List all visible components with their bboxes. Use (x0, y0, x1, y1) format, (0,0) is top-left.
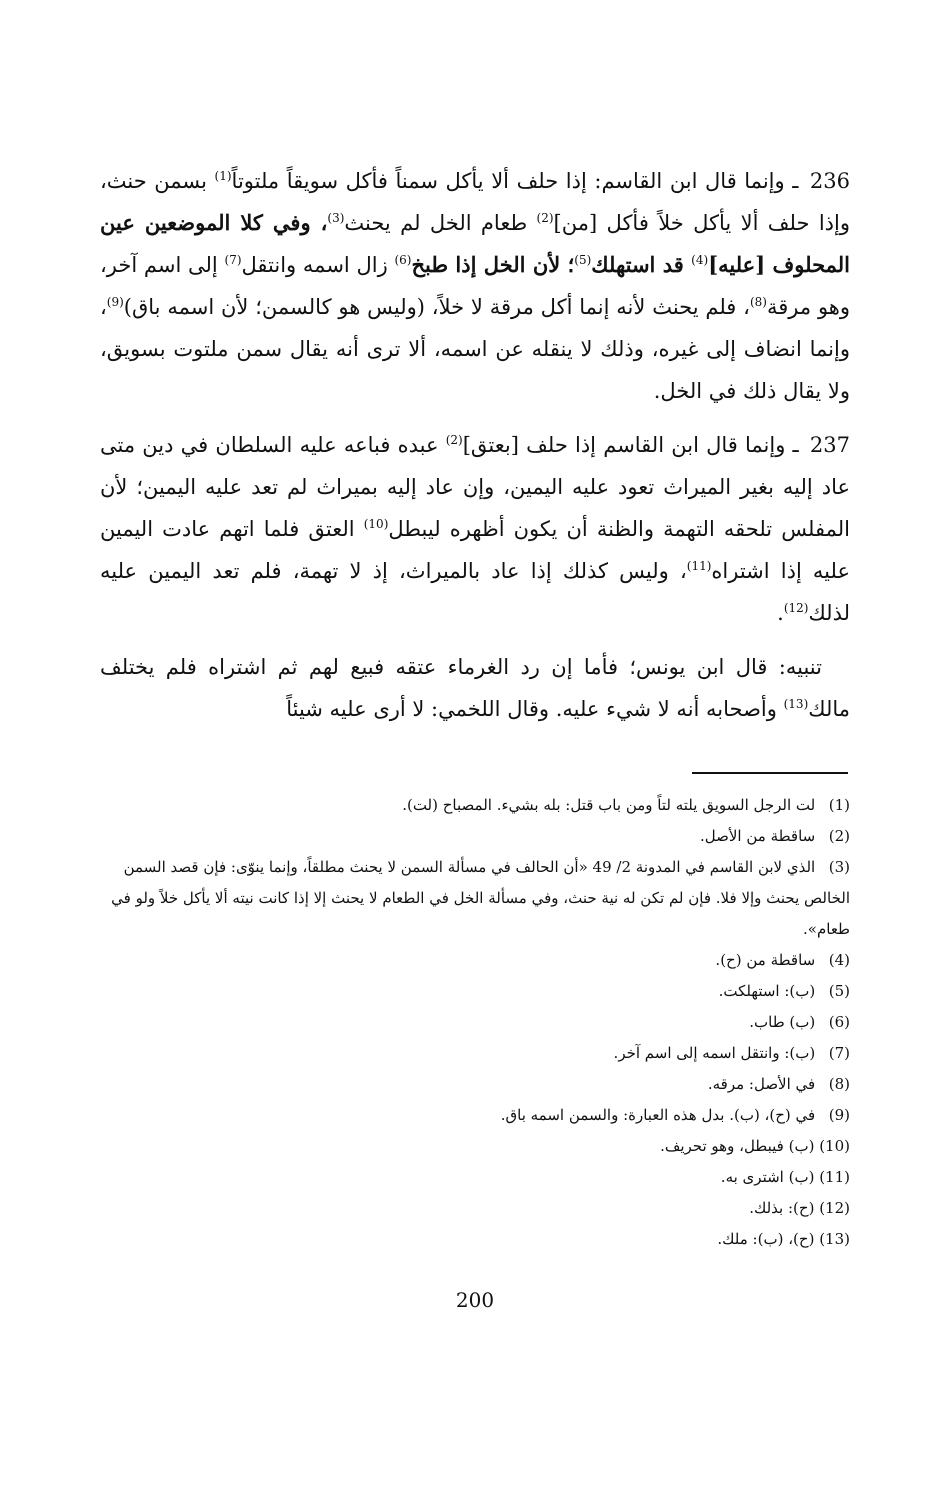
footnote-number: (8) (828, 1075, 850, 1093)
footnote-separator (692, 772, 848, 774)
text-segment: زال اسمه وانتقل (241, 253, 395, 277)
text-segment: وأصحابه أنه لا شيء عليه. وقال اللخمي: لا أرى عليه شيئاً (286, 697, 784, 721)
paragraph-number: 236 (809, 169, 850, 193)
footnote-ref: (5) (574, 253, 592, 267)
footnote-text: (ب): وانتقل اسمه إلى اسم آخر. (613, 1044, 820, 1062)
footnote-ref: (13) (783, 697, 809, 711)
text-segment: عبده فباعه عليه السلطان في دين متى عاد إليه بغير الميراث تعود عليه اليمين، وإن عاد إليه بميراث لم تعد عليه اليمين؛ لأن المفلس تلحقه التهمة والظنة أن يكون أظهره ليبطل (100, 433, 850, 541)
text-segment: ـ وإنما قال ابن القاسم: إذا حلف ألا يأكل سمناً فأكل سويقاً ملتوتاً (231, 169, 806, 193)
footnote-number: (10) (819, 1137, 850, 1155)
footnote-item (100, 1131, 850, 1162)
footnote-ref: (7) (224, 253, 242, 267)
footnotes (100, 790, 850, 1255)
text-segment: ـ وإنما قال ابن القاسم إذا حلف [بعتق] (462, 433, 806, 457)
footnote-number: (5) (828, 982, 850, 1000)
footnote-ref: (3) (327, 211, 345, 225)
text-segment: تنبيه: قال ابن يونس؛ فأما إن رد الغرماء عتقه فبيع لهم ثم اشتراه فلم يختلف مالك (100, 655, 850, 721)
footnote-item (100, 1224, 850, 1255)
footnote-text: (ب): استهلكت. (718, 982, 820, 1000)
footnote-number: (3) (828, 858, 850, 876)
footnote-number: (4) (828, 951, 850, 969)
text-segment: بسمن حنث، وإذا حلف ألا يأكل خلاً فأكل [من] (100, 169, 851, 235)
footnote-ref: (8) (749, 295, 767, 309)
footnote-number: (11) (819, 1168, 850, 1186)
footnote-text: (ح)، (ب): ملك. (717, 1230, 820, 1248)
footnote-text: الذي لابن القاسم في المدونة 2/ 49 «أن الحالف في مسألة السمن لا يحنث مطلقاً، وإنما ينوّى: فإن قصد السمن الخالص يحنث وإلا فلا. فإن لم تكن له نية حنث، وفي مسألة الخل في الطعام لا يحنث إلا إذا كانت نيته ألا يأكل خلاً ولو في طعام». (111, 858, 850, 938)
text-segment: ، وليس كذلك إذا عاد بالميراث، إذ لا تهمة، فلم تعد اليمين عليه لذلك (100, 559, 850, 625)
main-text (100, 160, 850, 742)
text-segment: قد استهلك (591, 252, 692, 277)
footnote-item (100, 821, 850, 852)
footnote-item (100, 1069, 850, 1100)
paragraph-note (100, 646, 850, 730)
footnote-text: في (ح)، (ب). بدل هذه العبارة: والسمن اسمه باق. (500, 1106, 820, 1124)
footnote-ref: (4) (691, 253, 709, 267)
paragraph-number: 237 (809, 433, 850, 457)
text-segment: ؛ لأن الخل إذا طبخ (411, 252, 575, 277)
text-segment: العتق فلما اتهم عادت اليمين عليه إذا اشتراه (100, 517, 851, 583)
text-segment: طعام الخل لم يحنث (344, 211, 537, 235)
footnote-number: (12) (819, 1199, 850, 1217)
footnote-ref: (10) (363, 517, 389, 531)
footnote-item (100, 945, 850, 976)
footnote-text: (ح): بذلك. (749, 1199, 820, 1217)
footnote-text: لت الرجل السويق يلته لتاً ومن باب قتل: بله بشيء. المصباح (لت). (402, 796, 820, 814)
page-number: 200 (455, 1288, 495, 1312)
footnote-item (100, 1100, 850, 1131)
footnote-text: ساقطة من (ح). (715, 951, 820, 969)
footnote-item (100, 976, 850, 1007)
footnote-ref: (1) (214, 169, 232, 183)
footnote-item (100, 1162, 850, 1193)
footnote-text: (ب) فيبطل، وهو تحريف. (660, 1137, 820, 1155)
footnote-text: في الأصل: مرقه. (707, 1075, 820, 1093)
text-segment: إلى اسم آخر، وهو مرقة (100, 253, 851, 319)
footnote-number: (7) (828, 1044, 850, 1062)
footnote-item (100, 790, 850, 821)
footnote-number: (6) (828, 1013, 850, 1031)
footnote-ref: (11) (686, 559, 712, 573)
footnote-number: (13) (819, 1230, 850, 1248)
paragraph-236 (100, 160, 850, 412)
footnote-ref: (9) (106, 295, 124, 309)
footnote-text: (ب) طاب. (749, 1013, 820, 1031)
footnote-text: (ب) اشترى به. (720, 1168, 820, 1186)
text-segment: ، وفي كلا الموضعين عين المحلوف [عليه] (100, 210, 850, 277)
footnote-ref: (6) (394, 253, 412, 267)
footnote-ref: (2) (445, 433, 463, 447)
text-segment: ، فلم يحنث لأنه إنما أكل مرقة لا خلاً، (وليس هو كالسمن؛ لأن اسمه باق) (123, 295, 750, 319)
footnote-ref: (2) (536, 211, 554, 225)
footnote-number: (9) (828, 1106, 850, 1124)
footnote-text: ساقطة من الأصل. (700, 827, 820, 845)
footnote-number: (1) (828, 796, 850, 814)
text-segment: . (777, 601, 784, 625)
footnote-ref: (12) (783, 601, 809, 615)
footnote-item (100, 1007, 850, 1038)
footnote-number: (2) (828, 827, 850, 845)
text-segment: ، وإنما انضاف إلى غيره، وذلك لا ينقله عن اسمه، ألا ترى أنه يقال سمن ملتوت بسويق، ولا يقال ذلك في الخل. (100, 295, 850, 403)
paragraph-237 (100, 424, 850, 634)
footnote-item (100, 1193, 850, 1224)
footnote-item (100, 852, 850, 945)
footnote-item (100, 1038, 850, 1069)
